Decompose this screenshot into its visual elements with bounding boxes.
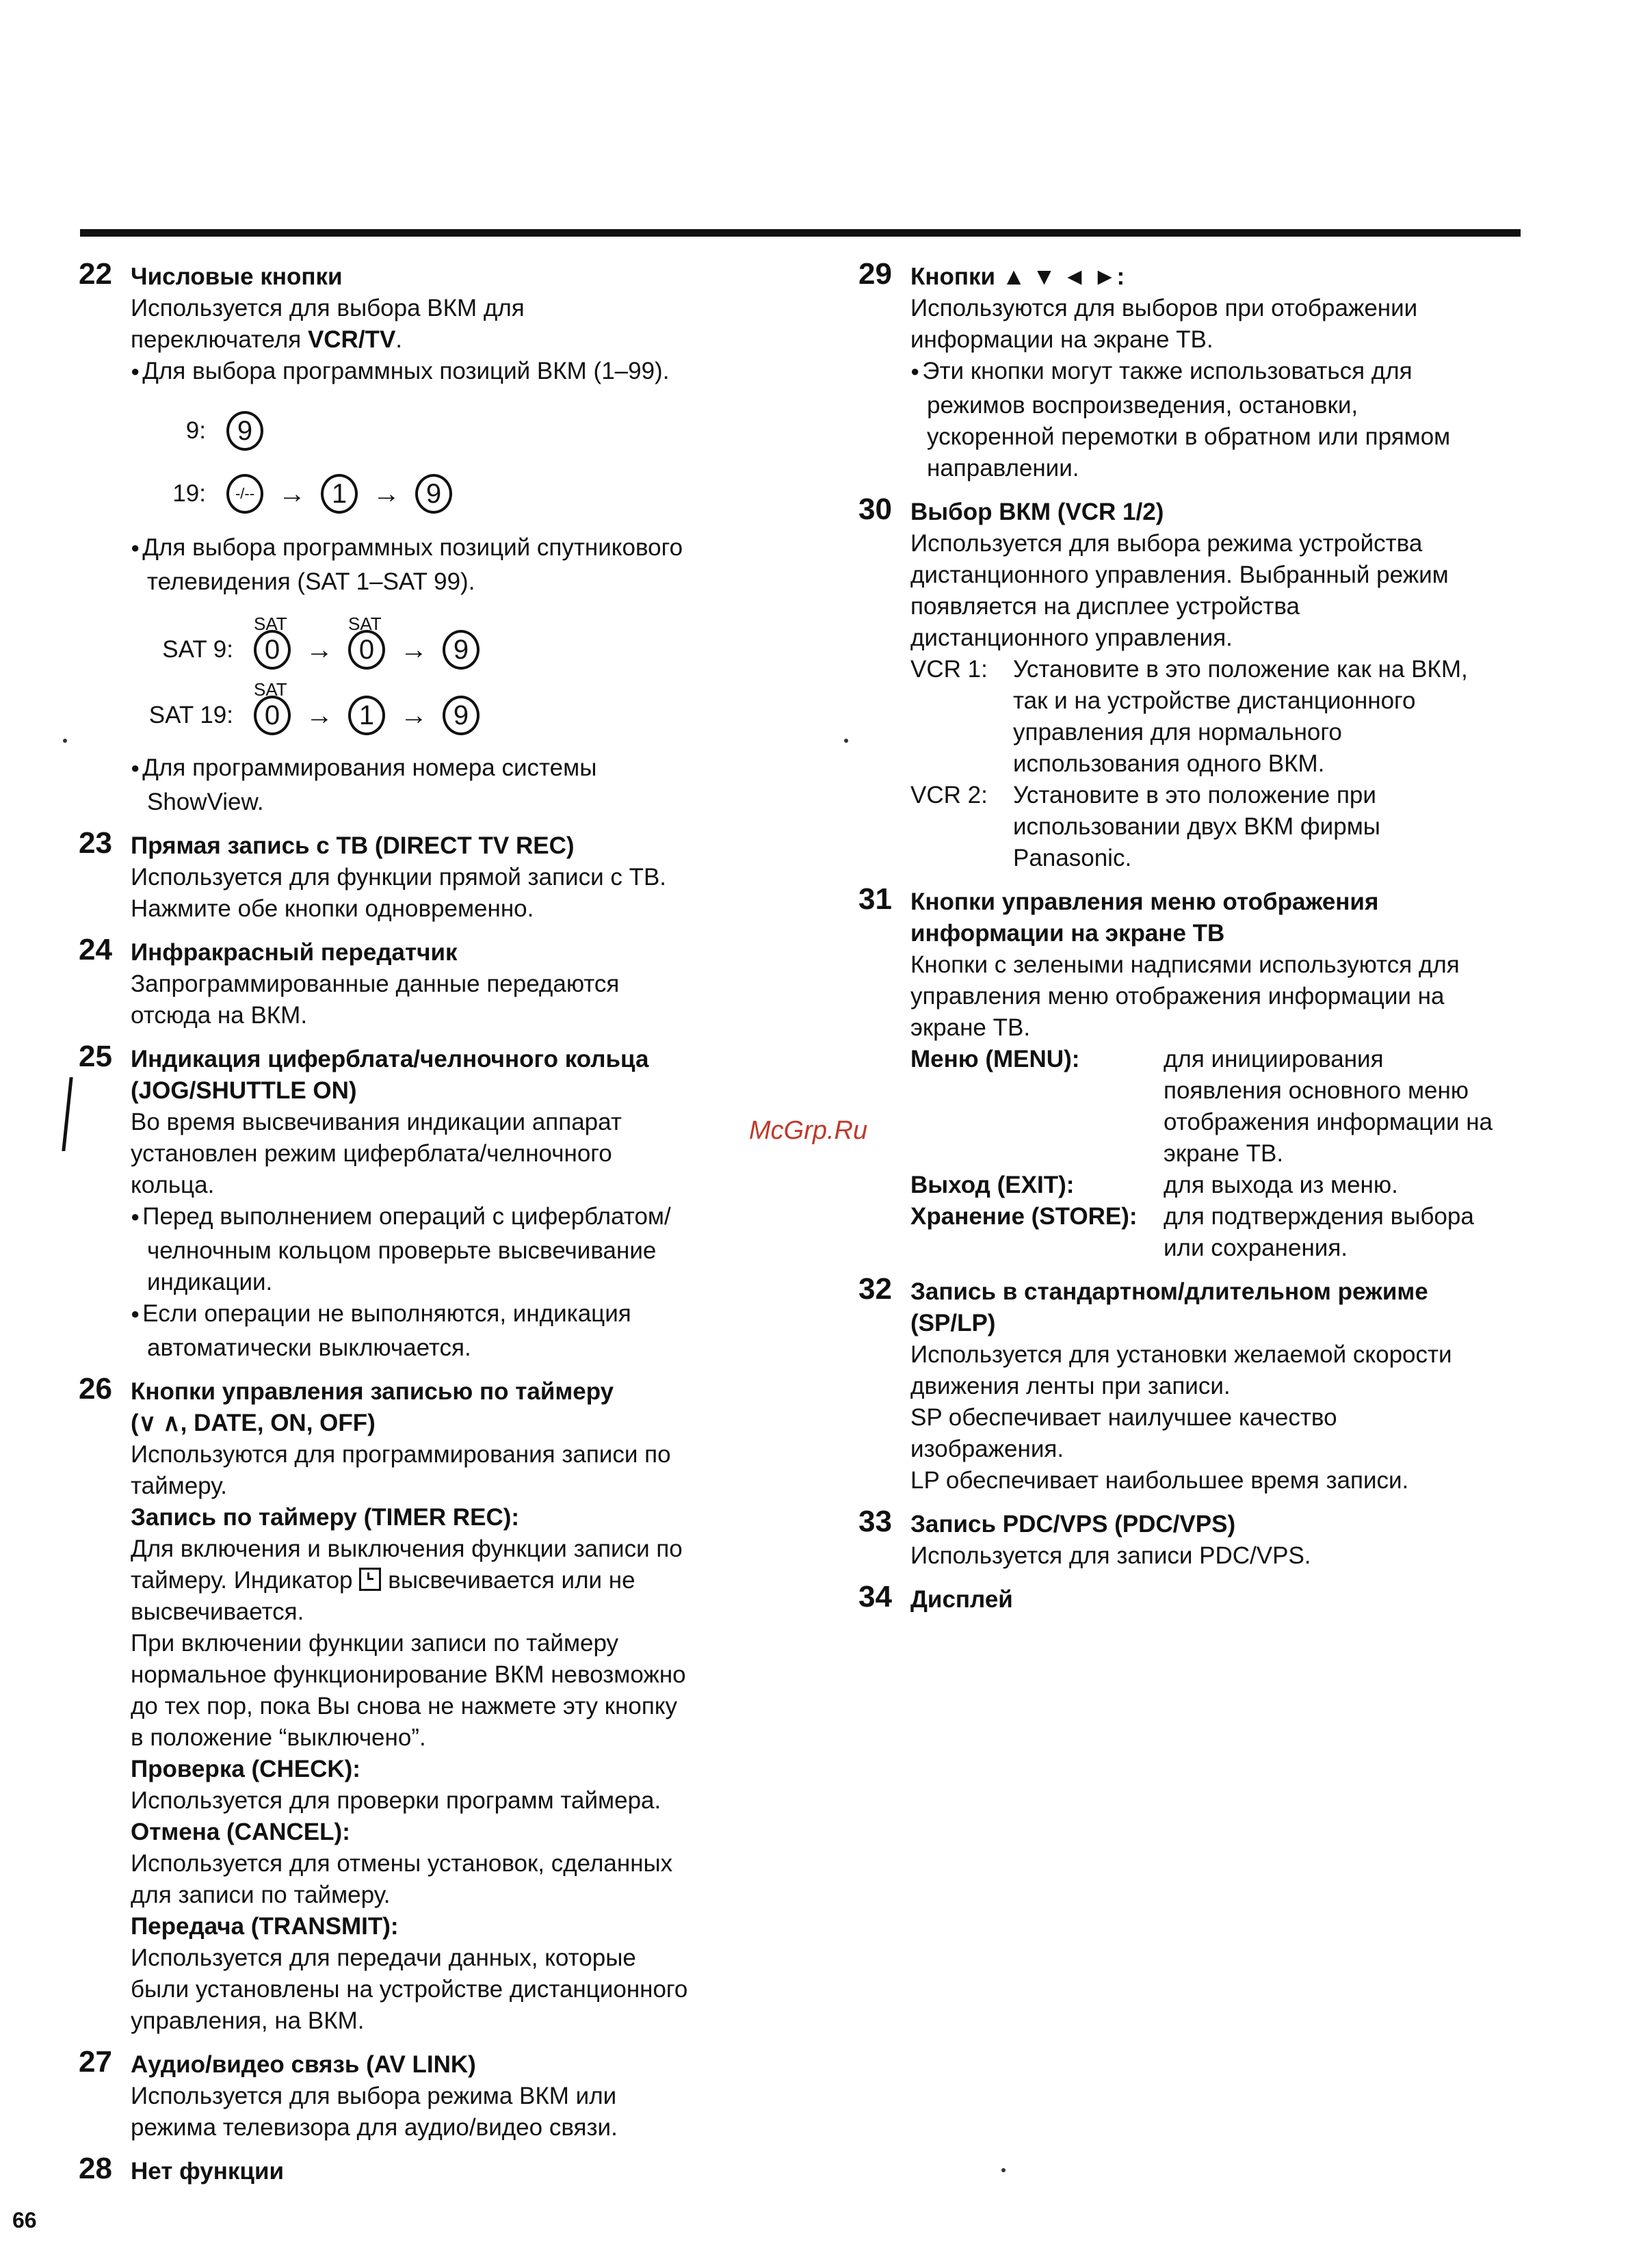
speck [1001, 2168, 1006, 2172]
section-27 [79, 2045, 797, 2144]
arrow-right-icon: → [306, 635, 333, 665]
definition-key: Хранение (STORE): [910, 1203, 1138, 1230]
definition-key: VCR 1: [910, 656, 988, 683]
text-line: Используются для выборов при отображении [910, 295, 1418, 321]
arrow-right-icon: → [373, 479, 400, 509]
section-number: 34 [858, 1580, 892, 1613]
subheading: Проверка (CHECK): [131, 1756, 360, 1782]
definition-key: Выход (EXIT): [910, 1172, 1075, 1198]
section-title: Запись PDC/VPS (PDC/VPS) [910, 1511, 1236, 1538]
text-line: до тех пор, пока Вы снова не нажмете эту кнопку [131, 1693, 678, 1719]
digit-sequence-19 [131, 462, 797, 525]
bullet-item: ● Эти кнопки могут также использоваться для режимов воспроизведения, остановки, ускоренной перемотки в обратном или прямом направлении. [910, 356, 1542, 484]
section-33 [858, 1505, 1542, 1572]
watermark: McGrp.Ru [749, 1116, 868, 1145]
section-number: 22 [79, 257, 112, 291]
digit-sequence-9 [131, 399, 797, 462]
definition-value: Установите в это положение как на ВКМ, так и на устройстве дистанционного управления для нормального использования одного ВКМ. [1013, 656, 1468, 777]
subheading: Передача (TRANSMIT): [131, 1913, 399, 1940]
arrow-right-icon: → [278, 479, 306, 509]
digit-0-button-icon: SAT 0 [254, 630, 291, 670]
dash-button-icon: -/-- [226, 474, 263, 514]
bullet-item: ● Для программирования номера системы ShowView. [131, 752, 797, 818]
definition-value: для подтверждения выбора или сохранения. [1164, 1203, 1474, 1261]
sequence-label: 9: [185, 417, 206, 444]
section-title: (JOG/SHUTTLE ON) [131, 1077, 357, 1104]
section-31 [858, 882, 1542, 1264]
digit-1-button-icon: 1 [321, 474, 358, 514]
arrow-right-icon: → [400, 635, 428, 665]
sat-tag: SAT [254, 614, 287, 634]
section-number: 23 [79, 826, 112, 860]
section-title: Дисплей [910, 1586, 1013, 1613]
section-title: Индикация циферблата/челночного кольца [131, 1046, 649, 1072]
margin-mark [62, 1077, 73, 1151]
text-line: установлен режим циферблата/челночного [131, 1140, 612, 1167]
bullet-item: ● Перед выполнением операций с циферблатом/ челночным кольцом проверьте высвечивание индикации. [131, 1201, 797, 1298]
section-28 [79, 2152, 797, 2187]
speck [844, 739, 848, 743]
section-title: Числовые кнопки [131, 263, 343, 290]
text-line: Во время высвечивания индикации аппарат [131, 1109, 622, 1135]
section-title: Выбор ВКМ (VCR 1/2) [910, 499, 1164, 525]
digit-1-button-icon: 1 [348, 696, 385, 735]
section-25 [79, 1040, 797, 1364]
section-34 [858, 1580, 1542, 1616]
definition-value: Установите в это положение при использовании двух ВКМ фирмы Panasonic. [1013, 782, 1380, 871]
text-line: Используется для выбора режима устройства [910, 530, 1423, 557]
text-line: переключателя VCR/TV. [131, 326, 403, 353]
section-number: 25 [79, 1040, 112, 1073]
section-24 [79, 933, 797, 1031]
text-line: Нажмите обе кнопки одновременно. [131, 895, 534, 922]
section-23 [79, 826, 797, 925]
section-title: Запись в стандартном/длительном режиме [910, 1278, 1428, 1305]
digit-0-button-icon: SAT 0 [348, 630, 385, 670]
text-line: Для включения и выключения функции записи по [131, 1535, 683, 1562]
sat-sequence-19 [131, 679, 797, 747]
text-line: отсюда на ВКМ. [131, 1002, 308, 1029]
section-number: 32 [858, 1272, 892, 1306]
section-title: Кнопки ▲ ▼ ◄ ►: [910, 263, 1125, 290]
text-line: были установлены на устройстве дистанционного [131, 1976, 688, 2003]
text-line: изображения. [910, 1436, 1064, 1462]
menu-definition [910, 1044, 1542, 1170]
page-number: 66 [12, 2208, 37, 2232]
text-line: нормальное функционирование ВКМ невозможно [131, 1661, 686, 1688]
section-29 [858, 257, 1542, 484]
definition-value: для инициирования появления основного меню отображения информации на экране ТВ. [1164, 1046, 1493, 1167]
text-line: таймеру. [131, 1473, 227, 1499]
definition-value: для выхода из меню. [1164, 1172, 1398, 1198]
digit-9-button-icon: 9 [443, 696, 480, 735]
text-line: управления меню отображения информации на [910, 983, 1445, 1010]
text-line: режима телевизора для аудио/видео связи. [131, 2114, 618, 2141]
digit-9-button-icon: 9 [226, 411, 263, 451]
section-number: 29 [858, 257, 892, 291]
text-line: SP обеспечивает наилучшее качество [910, 1404, 1337, 1431]
subheading: Запись по таймеру (TIMER REC): [131, 1504, 520, 1531]
section-number: 26 [79, 1372, 112, 1406]
text-line: появляется на дисплее устройства [910, 593, 1300, 620]
text-line: Используется для передачи данных, которые [131, 1944, 636, 1971]
section-32 [858, 1272, 1542, 1496]
digit-9-button-icon: 9 [443, 630, 480, 670]
section-number: 28 [79, 2152, 112, 2185]
definition-key: Меню (MENU): [910, 1046, 1080, 1072]
section-number: 31 [858, 882, 892, 916]
section-26 [79, 1372, 797, 2037]
section-22 [79, 257, 797, 818]
exit-definition [910, 1170, 1542, 1201]
section-title: (∨ ∧, DATE, ON, OFF) [131, 1410, 376, 1436]
text-line: движения ленты при записи. [910, 1373, 1231, 1399]
subheading: Отмена (CANCEL): [131, 1819, 350, 1845]
text-line: Используется для функции прямой записи с ТВ. [131, 864, 667, 891]
text-line: управления, на ВКМ. [131, 2007, 365, 2034]
text-line: Используются для программирования записи по [131, 1441, 671, 1468]
text-line: в положение “выключено”. [131, 1724, 426, 1751]
text-line: для записи по таймеру. [131, 1882, 391, 1908]
text-line: кольца. [131, 1172, 215, 1198]
sequence-label: SAT 9: [162, 636, 233, 663]
text-line: Используется для установки желаемой скорости [910, 1341, 1452, 1368]
section-title: информации на экране ТВ [910, 920, 1225, 947]
vcr1-definition [910, 654, 1542, 780]
sat-tag: SAT [254, 679, 287, 700]
definition-key: VCR 2: [910, 782, 988, 808]
left-column [79, 257, 797, 2200]
text-line: Используется для отмены установок, сделанных [131, 1850, 673, 1877]
text-line: таймеру. Индикатор высвечивается или не [131, 1567, 635, 1594]
section-number: 30 [858, 492, 892, 526]
section-number: 24 [79, 933, 112, 966]
text-line: экране ТВ. [910, 1014, 1031, 1041]
sequence-label: 19: [172, 480, 206, 507]
section-number: 33 [858, 1505, 892, 1538]
text-line: Используется для проверки программ таймера. [131, 1787, 661, 1814]
digit-9-button-icon: 9 [415, 474, 452, 514]
digit-0-button-icon: SAT 0 [254, 696, 291, 735]
text-line: информации на экране ТВ. [910, 326, 1213, 353]
text-line: Используется для записи PDC/VPS. [910, 1542, 1311, 1569]
text-line: Используется для выбора ВКМ для [131, 295, 525, 321]
sequence-label: SAT 19: [148, 702, 233, 728]
section-title: Кнопки управления записью по таймеру [131, 1378, 614, 1405]
arrow-right-icon: → [400, 700, 428, 730]
text-line: Запрограммированные данные передаются [131, 971, 620, 997]
speck [63, 739, 67, 743]
text-line: дистанционного управления. Выбранный режим [910, 562, 1449, 588]
section-number: 27 [79, 2045, 112, 2079]
timer-indicator-icon [359, 1568, 381, 1591]
section-title: Инфракрасный передатчик [131, 939, 458, 966]
bullet-item: ● Для выбора программных позиций ВКМ (1–99). [131, 356, 797, 390]
section-title: (SP/LP) [910, 1310, 996, 1336]
section-title: Аудио/видео связь (AV LINK) [131, 2051, 476, 2078]
store-definition [910, 1201, 1542, 1264]
section-title: Кнопки управления меню отображения [910, 888, 1379, 915]
text-line: дистанционного управления. [910, 624, 1233, 651]
text-line: При включении функции записи по таймеру [131, 1630, 619, 1657]
top-rule [80, 229, 1521, 237]
bullet-item: ● Если операции не выполняются, индикация автоматически выключается. [131, 1298, 797, 1364]
bullet-item: ● Для выбора программных позиций спутникового телевидения (SAT 1–SAT 99). [131, 532, 797, 598]
text-line: LP обеспечивает наибольшее время записи. [910, 1467, 1409, 1494]
text-line: Кнопки с зелеными надписями используются для [910, 951, 1460, 978]
vcr2-definition [910, 780, 1542, 874]
text-line: Используется для выбора режима ВКМ или [131, 2083, 617, 2109]
sat-tag: SAT [348, 614, 382, 634]
sat-sequence-9 [131, 614, 797, 681]
arrow-right-icon: → [306, 700, 333, 730]
right-column [858, 257, 1542, 1628]
section-30 [858, 492, 1542, 874]
section-title: Прямая запись с ТВ (DIRECT TV REC) [131, 832, 575, 859]
text-line: высвечивается. [131, 1598, 304, 1625]
section-title: Нет функции [131, 2158, 284, 2185]
